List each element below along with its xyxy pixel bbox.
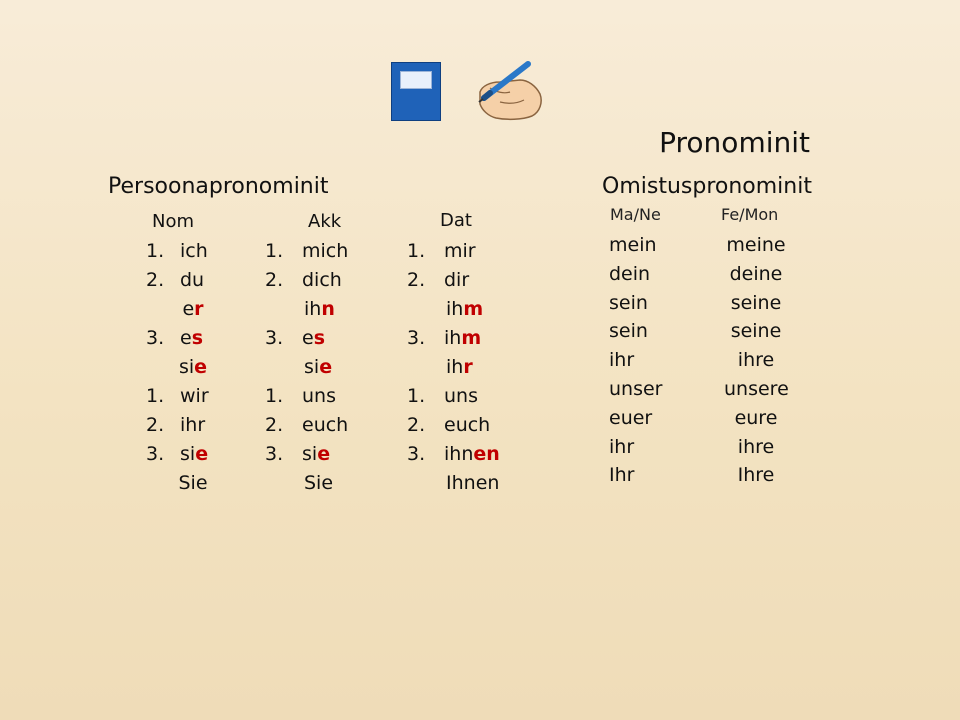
pronoun-word: [302, 240, 348, 262]
pronoun-word: [444, 327, 481, 349]
omistus-femon: meine: [726, 234, 786, 256]
pronoun-ending: e: [194, 356, 208, 378]
row-number: 1.: [146, 240, 165, 262]
pronoun-word: [180, 443, 208, 465]
writing-hand-icon: [470, 58, 546, 124]
pronoun-word: [158, 356, 228, 378]
pronoun-ending: m: [461, 327, 482, 349]
pronoun-stem: Ihnen: [446, 472, 500, 494]
pronoun-ending: s: [313, 327, 326, 349]
akk-header: Akk: [308, 211, 342, 232]
pronoun-stem: Sie: [178, 472, 208, 494]
row-number: 3.: [146, 327, 165, 349]
row-number: 1.: [265, 385, 284, 407]
pronoun-stem: ich: [180, 240, 208, 262]
pronoun-word: [444, 443, 500, 465]
row-number: 1.: [407, 385, 426, 407]
row-number: 3.: [146, 443, 165, 465]
notebook-icon: [391, 62, 441, 121]
pronoun-ending: e: [195, 443, 209, 465]
pronoun-stem: ihr: [180, 414, 206, 436]
omistus-heading: Omistuspronominit: [602, 174, 812, 199]
row-number: 1.: [265, 240, 284, 262]
omistus-mane: sein: [609, 320, 648, 343]
pronoun-stem: du: [180, 269, 205, 291]
omistus-femon: seine: [730, 320, 782, 343]
persoona-heading: Persoonapronominit: [108, 174, 329, 199]
omistus-femon: Ihre: [737, 464, 775, 487]
pronoun-stem: si: [302, 443, 318, 465]
pronoun-word: [444, 240, 476, 262]
pronoun-word: [302, 269, 342, 291]
pronoun-word: [444, 414, 490, 436]
pronoun-stem: si: [178, 356, 195, 378]
omistus-mane: ihr: [609, 435, 635, 458]
row-number: 2.: [407, 269, 426, 291]
pronoun-word: [302, 414, 348, 436]
dat-header: Dat: [440, 210, 472, 231]
pronoun-stem: e: [182, 298, 195, 320]
row-number: 3.: [265, 327, 284, 349]
omistus-mane: ihr: [609, 349, 635, 372]
pronoun-stem: ih: [304, 298, 322, 320]
pronoun-word: [446, 472, 499, 494]
row-number: 2.: [146, 269, 165, 291]
pronoun-stem: mich: [302, 240, 349, 262]
pronoun-word: [444, 269, 469, 291]
pronoun-stem: euch: [444, 414, 491, 436]
pronoun-stem: e: [302, 327, 314, 349]
pronoun-stem: wir: [180, 385, 209, 407]
nom-header: Nom: [152, 211, 195, 232]
omistus-femon: ihre: [737, 349, 775, 372]
pronoun-word: [304, 298, 335, 320]
omistus-mane: sein: [609, 291, 648, 314]
pronoun-ending: m: [463, 298, 484, 320]
pronoun-stem: e: [180, 327, 192, 349]
omistus-femon: seine: [730, 291, 782, 314]
row-number: 3.: [407, 327, 426, 349]
pronoun-word: [158, 298, 228, 320]
pronoun-ending: e: [319, 356, 333, 378]
femon-header: Fe/Mon: [721, 205, 779, 224]
pronoun-stem: euch: [302, 414, 349, 436]
row-number: 1.: [146, 385, 165, 407]
pronoun-word: [180, 327, 203, 349]
pronoun-ending: n: [321, 298, 335, 320]
pronoun-stem: uns: [302, 385, 336, 407]
pronoun-word: [302, 385, 336, 407]
row-number: 3.: [407, 443, 426, 465]
omistus-mane: unser: [609, 378, 663, 400]
pronoun-stem: ih: [446, 298, 464, 320]
pronoun-stem: ih: [446, 356, 464, 378]
mane-header: Ma/Ne: [610, 205, 661, 224]
pronoun-stem: si: [180, 443, 196, 465]
page-title-text: Pronominit: [659, 126, 810, 159]
pronoun-word: [446, 356, 473, 378]
pronoun-ending: en: [473, 443, 500, 465]
pronoun-word: [444, 385, 478, 407]
omistus-femon: ihre: [737, 435, 775, 458]
omistus-femon: unsere: [724, 378, 789, 400]
omistus-femon: eure: [734, 406, 778, 429]
pronoun-word: [180, 269, 204, 291]
pronoun-ending: s: [191, 327, 204, 349]
pronoun-stem: si: [304, 356, 320, 378]
pronoun-word: [446, 298, 483, 320]
pronoun-word: [304, 356, 332, 378]
omistus-mane: Ihr: [609, 464, 635, 487]
pronoun-stem: ih: [444, 327, 462, 349]
pronoun-word: [180, 414, 205, 436]
omistus-femon: deine: [729, 262, 783, 285]
pronoun-stem: ihn: [444, 443, 474, 465]
pronoun-stem: dich: [302, 269, 342, 291]
pronoun-ending: r: [463, 356, 473, 378]
page-title: [0, 126, 810, 159]
pronoun-ending: e: [317, 443, 331, 465]
pronoun-stem: Sie: [304, 472, 334, 494]
row-number: 1.: [407, 240, 426, 262]
row-number: 2.: [146, 414, 165, 436]
pronoun-stem: dir: [444, 269, 470, 291]
pronoun-word: [180, 240, 208, 262]
pronoun-stem: mir: [444, 240, 476, 262]
pronoun-word: [180, 385, 209, 407]
omistus-mane: mein: [609, 234, 657, 256]
row-number: 2.: [265, 269, 284, 291]
omistus-mane: dein: [609, 262, 651, 285]
pronoun-ending: r: [194, 298, 204, 320]
row-number: 3.: [265, 443, 284, 465]
pronoun-word: [302, 327, 325, 349]
pronoun-stem: uns: [444, 385, 478, 407]
pronoun-word: [304, 472, 333, 494]
pronoun-word: [158, 472, 228, 494]
omistus-mane: euer: [609, 406, 653, 429]
row-number: 2.: [265, 414, 284, 436]
pronoun-word: [302, 443, 330, 465]
row-number: 2.: [407, 414, 426, 436]
